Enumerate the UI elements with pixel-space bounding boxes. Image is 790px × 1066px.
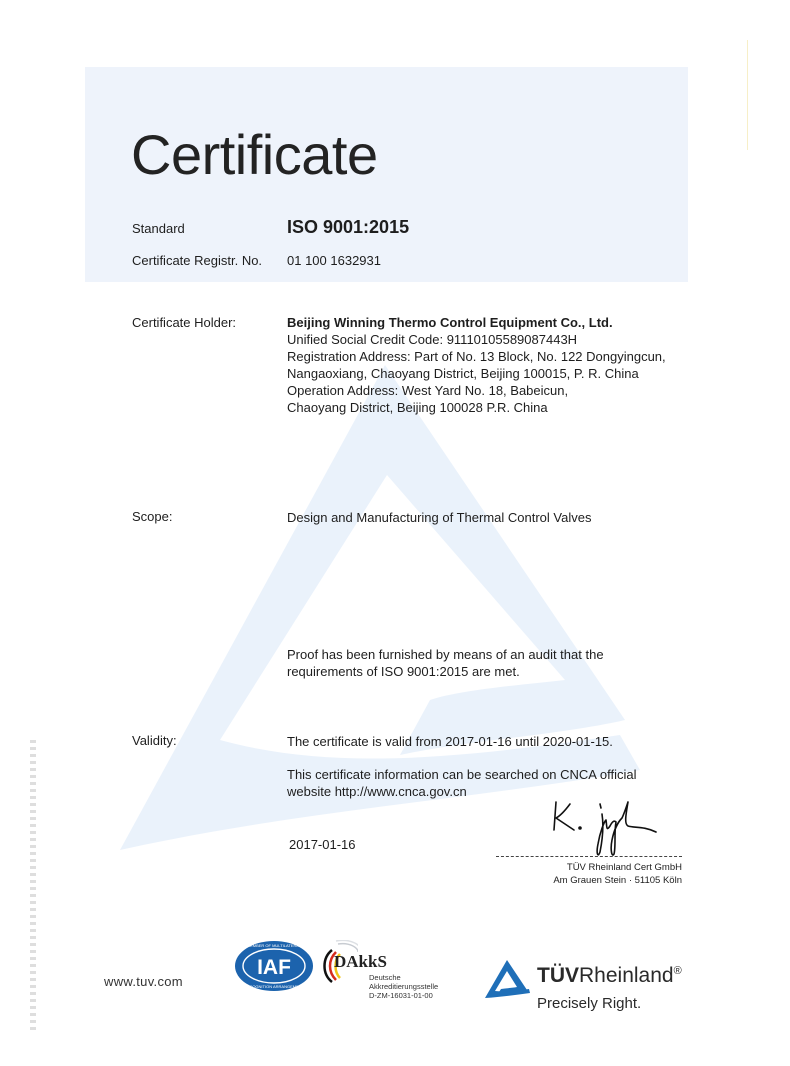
svg-text:MEMBER OF MULTILATERAL: MEMBER OF MULTILATERAL [246,943,302,948]
tuv-triangle-icon [483,958,533,998]
margin-mark [747,40,748,150]
dakks-name: DAkkS [334,952,387,971]
proof-line: Proof has been furnished by means of an audit that the [287,647,604,662]
validity-label: Validity: [132,733,177,748]
tuv-wordmark-bold: TÜV [537,964,579,987]
dakks-subtitle [369,973,438,1000]
holder-line: Registration Address: Part of No. 13 Block, No. 122 Dongyingcun, [287,349,666,364]
signature-line [496,856,682,858]
holder-line: Chaoyang District, Beijing 100028 P.R. China [287,400,548,415]
issue-date: 2017-01-16 [289,837,356,852]
cnca-line: website http://www.cnca.gov.cn [287,784,467,799]
holder-line: Unified Social Credit Code: 91110105589087443H [287,332,578,347]
svg-text:IAF: IAF [257,956,291,979]
iaf-logo [234,940,314,992]
tuv-tagline: Precisely Right. [537,995,642,1012]
signatory-address: Am Grauen Stein · 51105 Köln [553,875,682,886]
scope-value: Design and Manufacturing of Thermal Control Valves [287,510,592,525]
dakks-accreditation-number: D-ZM-16031-01-00 [369,991,433,1000]
standard-label: Standard [132,221,185,236]
dakks-line: Deutsche [369,973,401,982]
holder-company: Beijing Winning Thermo Control Equipment Co., Ltd. [287,315,613,330]
proof-line: requirements of ISO 9001:2015 are met. [287,664,520,679]
validity-value: The certificate is valid from 2017-01-16 until 2020-01-15. [287,734,613,749]
signatory-org [520,861,682,887]
tuv-wordmark-rest: Rheinland [579,964,674,987]
svg-text:RECOGNITION ARRANGEMENT: RECOGNITION ARRANGEMENT [243,984,305,989]
proof-statement [287,646,604,680]
signatory-org-name: TÜV Rheinland Cert GmbH [566,862,682,873]
document-title: Certificate [131,123,378,186]
registr-value: 01 100 1632931 [287,253,381,268]
dakks-line: Akkreditierungsstelle [369,982,439,991]
registr-label: Certificate Registr. No. [132,253,263,268]
holder-line: Operation Address: West Yard No. 18, Babeicun, [287,383,569,398]
holder-label: Certificate Holder: [132,315,237,330]
side-document-code [30,740,36,1030]
cnca-line: This certificate information can be searched on CNCA official [287,767,637,782]
registered-mark: ® [673,965,682,977]
holder-line: Nangaoxiang, Chaoyang District, Beijing 100015, P. R. China [287,366,639,381]
tuv-rheinland-wordmark [537,964,682,988]
scope-label: Scope: [132,509,173,524]
website-link[interactable]: www.tuv.com [104,974,183,989]
standard-value: ISO 9001:2015 [287,217,410,237]
signature-image [540,792,665,862]
holder-block [287,314,666,416]
